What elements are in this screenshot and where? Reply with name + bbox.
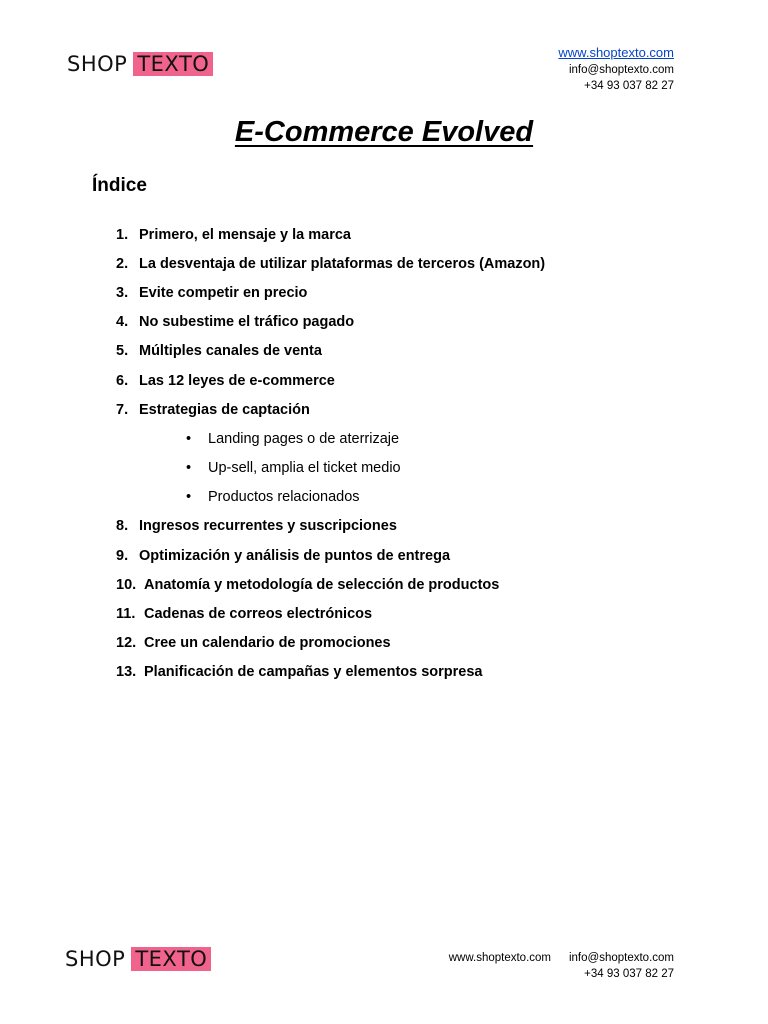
toc-item-label: Múltiples canales de venta (139, 343, 322, 360)
toc-item (116, 220, 545, 249)
toc-item-number: 12. (116, 635, 137, 652)
toc-item (116, 395, 545, 424)
toc-item-number: 9. (116, 547, 129, 564)
logo-word-shop: SHOP (67, 52, 128, 76)
logo-word-texto: TEXTO (133, 52, 213, 76)
toc-item (116, 366, 545, 395)
document-title: E-Commerce Evolved (234, 116, 534, 148)
toc-item-number: 6. (116, 372, 129, 389)
toc-item-number: 10. (116, 576, 137, 593)
table-of-contents (116, 220, 545, 687)
toc-subitem (116, 424, 545, 453)
toc-item-label: Estrategias de captación (139, 401, 310, 418)
header-phone: +34 93 037 82 27 (584, 80, 674, 92)
footer-email: info@shoptexto.com (568, 952, 674, 964)
footer-phone: +34 93 037 82 27 (584, 968, 674, 980)
toc-subitem-label: Productos relacionados (208, 489, 360, 506)
toc-item-number: 2. (116, 255, 129, 272)
toc-item-label: Las 12 leyes de e-commerce (139, 372, 335, 389)
toc-item-label: Planificación de campañas y elementos sorpresa (144, 664, 483, 681)
footer-website: www.shoptexto.com (448, 952, 551, 964)
toc-item-number: 13. (116, 664, 137, 681)
toc-item (116, 570, 545, 599)
toc-item-label: Ingresos recurrentes y suscripciones (139, 518, 397, 535)
toc-item (116, 541, 545, 570)
toc-item (116, 599, 545, 628)
toc-subitem (116, 483, 545, 512)
header-email: info@shoptexto.com (568, 64, 674, 76)
toc-item-number: 7. (116, 401, 129, 418)
toc-item-number: 1. (116, 226, 129, 243)
toc-item-label: Primero, el mensaje y la marca (139, 226, 351, 243)
toc-item (116, 512, 545, 541)
toc-item-label: Evite competir en precio (139, 284, 308, 301)
toc-item-label: Cadenas de correos electrónicos (144, 606, 373, 623)
footer-contact (449, 950, 674, 982)
toc-item-label: La desventaja de utilizar plataformas de terceros (Amazon) (139, 255, 546, 272)
toc-subitem (116, 454, 545, 483)
website-link[interactable]: www.shoptexto.com (558, 45, 674, 60)
brand-logo-header (67, 52, 213, 76)
toc-item-number: 8. (116, 518, 129, 535)
logo-word-texto: TEXTO (131, 947, 211, 971)
toc-item (116, 337, 545, 366)
brand-logo-footer (65, 947, 211, 971)
toc-item (116, 658, 545, 687)
bullet-icon: • (186, 489, 192, 506)
bullet-icon: • (186, 460, 192, 477)
toc-item-number: 11. (116, 606, 136, 623)
toc-subitem-label: Landing pages o de aterrizaje (208, 430, 400, 447)
toc-subitem-label: Up-sell, amplia el ticket medio (208, 460, 401, 477)
toc-item-label: No subestime el tráfico pagado (139, 314, 355, 331)
toc-item (116, 308, 545, 337)
toc-item (116, 249, 545, 278)
toc-item-number: 3. (116, 284, 129, 301)
logo-word-shop: SHOP (65, 947, 126, 971)
bullet-icon: • (186, 430, 192, 447)
toc-item-label: Optimización y análisis de puntos de entrega (139, 547, 451, 564)
toc-item-label: Anatomía y metodología de selección de productos (144, 576, 500, 593)
toc-item-label: Cree un calendario de promociones (144, 635, 391, 652)
toc-item-number: 5. (116, 343, 129, 360)
index-heading: Índice (92, 175, 147, 196)
toc-item-number: 4. (116, 314, 129, 331)
toc-item (116, 278, 545, 307)
header-contact (558, 45, 674, 94)
toc-item (116, 629, 545, 658)
